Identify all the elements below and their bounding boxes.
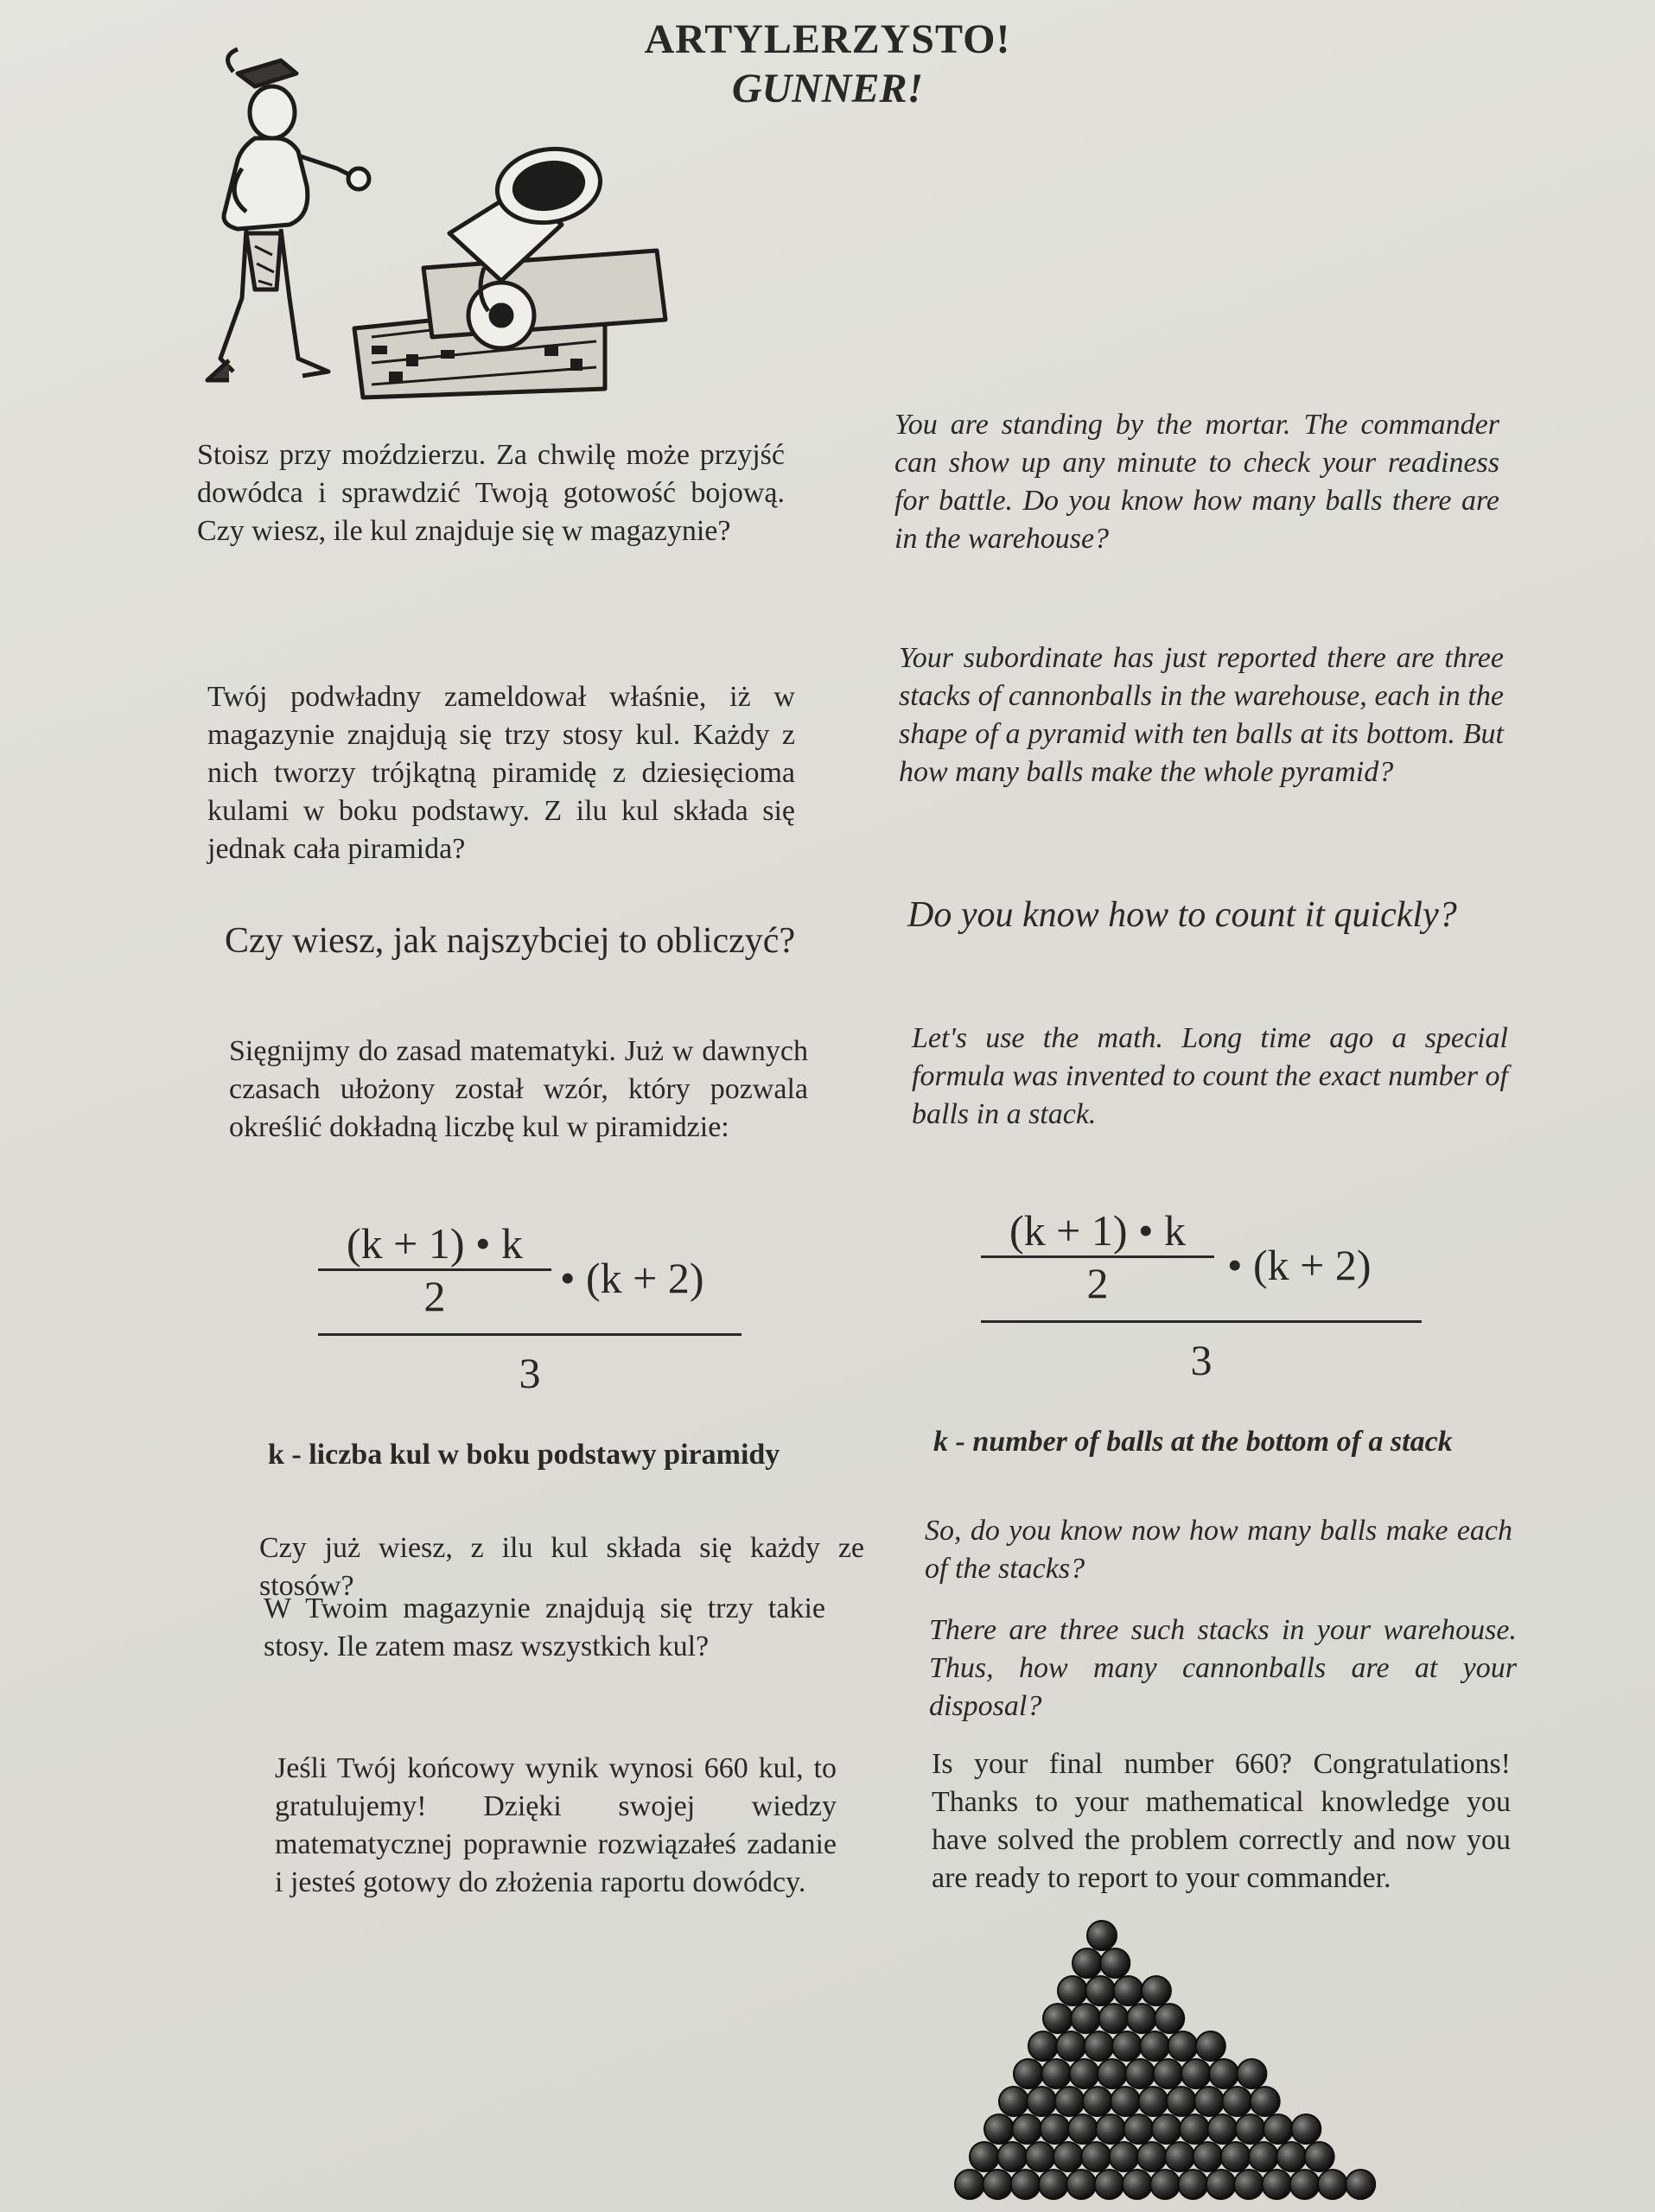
formula-outer-denominator: 3 bbox=[1190, 1336, 1213, 1384]
cannonball bbox=[1114, 1976, 1143, 2005]
formula-factor: • (k + 2) bbox=[560, 1254, 704, 1302]
cannonball bbox=[1039, 2170, 1068, 2199]
cannonball bbox=[1123, 2170, 1152, 2199]
english-paragraph-2: Your subordinate has just reported there are three stacks of cannonballs in the warehouse, each in the shape of a pyramid with ten balls at its bottom. But how many balls make the whole pyramid? bbox=[899, 642, 1504, 788]
formula-outer-denominator: 3 bbox=[519, 1349, 541, 1397]
formula-outer-line bbox=[318, 1333, 742, 1336]
cannonball bbox=[983, 2170, 1012, 2199]
english-question: Do you know how to count it quickly? bbox=[907, 895, 1457, 935]
cannonball bbox=[1068, 2114, 1098, 2144]
polish-paragraph-2: Twój podwładny zameldował właśnie, iż w magazynie znajdują się trzy stosy kul. Każdy z nich tworzy trójkątną piramidę z dziesięcioma kulami w boku podstawy. Z ilu kul składa się jednak cała piramida? bbox=[207, 681, 795, 865]
cannonball bbox=[1071, 2004, 1100, 2033]
cannonball bbox=[1196, 2031, 1225, 2061]
cannonball bbox=[1181, 2059, 1211, 2088]
cannonball bbox=[1264, 2114, 1293, 2144]
cannonball bbox=[1236, 2114, 1265, 2144]
cannonball bbox=[1276, 2142, 1306, 2171]
cannonball bbox=[1041, 2059, 1071, 2088]
english-paragraph-6: Is your final number 660? Congratulations! Thanks to your mathematical knowledge you have solved the problem correctly and now you are ready to report to your commander. bbox=[932, 1748, 1511, 1894]
english-paragraph-4: So, do you know now how many balls make each of the stacks? bbox=[925, 1515, 1512, 1585]
formula-inner-denominator: 2 bbox=[1086, 1259, 1109, 1307]
cannonball bbox=[1066, 2170, 1096, 2199]
cannonball bbox=[1012, 2114, 1041, 2144]
cannonball bbox=[1056, 2031, 1085, 2061]
cannonball bbox=[1026, 2142, 1055, 2171]
cannonball bbox=[1011, 2170, 1041, 2199]
cannonball bbox=[1027, 2087, 1056, 2116]
cannonball bbox=[999, 2087, 1028, 2116]
cannonball bbox=[1262, 2170, 1291, 2199]
cannonball bbox=[1290, 2170, 1320, 2199]
cannonball bbox=[1139, 2087, 1168, 2116]
cannonball bbox=[1234, 2170, 1264, 2199]
cannonball bbox=[1112, 2031, 1142, 2061]
cannonball-pyramid-illustration bbox=[916, 1918, 1435, 2212]
cannonball bbox=[1249, 2142, 1278, 2171]
formula-outer-line bbox=[981, 1320, 1422, 1323]
cannonball bbox=[1055, 2087, 1085, 2116]
cannonball bbox=[1100, 1948, 1130, 1978]
cannonball bbox=[1137, 2142, 1167, 2171]
cannonball bbox=[1251, 2087, 1280, 2116]
cannonball bbox=[1083, 2087, 1112, 2116]
english-paragraph-1: You are standing by the mortar. The commander can show up any minute to check your readiness for battle. Do you know how many balls there are in the warehouse? bbox=[894, 409, 1499, 555]
cannonball bbox=[1305, 2142, 1334, 2171]
polish-legend: k - liczba kul w boku podstawy piramidy bbox=[268, 1439, 780, 1471]
cannonball bbox=[1125, 2059, 1155, 2088]
cannonball bbox=[1152, 2114, 1181, 2144]
cannonball bbox=[1318, 2170, 1347, 2199]
cannonball bbox=[1058, 1976, 1087, 2005]
cannonball bbox=[1193, 2142, 1222, 2171]
polish-paragraph-6: Jeśli Twój końcowy wynik wynosi 660 kul, to gratulujemy! Dzięki swojej wiedzy matematycznej poprawnie rozwiązałeś zadanie i jesteś gotowy do złożenia raportu dowódcy. bbox=[275, 1752, 837, 1898]
cannonball bbox=[1346, 2170, 1375, 2199]
cannonball bbox=[1070, 2059, 1099, 2088]
cannonball bbox=[1095, 2170, 1124, 2199]
cannonball bbox=[1155, 2004, 1184, 2033]
cannonball bbox=[1178, 2170, 1207, 2199]
cannonball bbox=[1165, 2142, 1194, 2171]
cannonball bbox=[1098, 2059, 1127, 2088]
mortar-cannon-illustration bbox=[346, 138, 674, 406]
cannonball bbox=[1085, 1976, 1115, 2005]
cannonball bbox=[1081, 2142, 1111, 2171]
cannonball bbox=[1206, 2170, 1236, 2199]
english-paragraph-5: There are three such stacks in your warehouse. Thus, how many cannonballs are at your disposal? bbox=[929, 1614, 1517, 1722]
formula-factor: • (k + 2) bbox=[1227, 1241, 1372, 1289]
title-polish: ARTYLERZYSTO! bbox=[644, 16, 1011, 62]
polish-paragraph-3: Sięgnijmy do zasad matematyki. Już w dawnych czasach ułożony został wzór, który pozwala określić dokładną liczbę kul w piramidzie: bbox=[229, 1035, 808, 1143]
polish-paragraph-4: Czy już wiesz, z ilu kul składa się każdy ze stosów? bbox=[259, 1532, 864, 1602]
cannonball bbox=[1041, 2114, 1070, 2144]
cannonball bbox=[1124, 2114, 1154, 2144]
polish-question: Czy wiesz, jak najszybciej to obliczyć? bbox=[225, 921, 796, 961]
formula-inner-denominator: 2 bbox=[423, 1272, 446, 1320]
cannonball bbox=[984, 2114, 1014, 2144]
cannonball bbox=[1099, 2004, 1129, 2033]
cannonball bbox=[1073, 1948, 1102, 1978]
cannonball bbox=[955, 2170, 984, 2199]
english-legend: k - number of balls at the bottom of a stack bbox=[933, 1426, 1453, 1458]
title-english: GUNNER! bbox=[731, 66, 924, 111]
cannonball bbox=[1142, 1976, 1171, 2005]
cannonball bbox=[1167, 2087, 1196, 2116]
cannonball bbox=[1087, 1921, 1117, 1950]
cannonball bbox=[1209, 2059, 1238, 2088]
cannonball bbox=[1168, 2031, 1198, 2061]
cannonball bbox=[1110, 2142, 1139, 2171]
cannonball bbox=[1207, 2114, 1237, 2144]
cannonball bbox=[1085, 2031, 1114, 2061]
cannonball bbox=[970, 2142, 999, 2171]
cannonball bbox=[1028, 2031, 1058, 2061]
cannonball bbox=[1043, 2004, 1073, 2033]
cannonball bbox=[997, 2142, 1027, 2171]
polish-paragraph-5: W Twoim magazynie znajdują się trzy takie stosy. Ile zatem masz wszystkich kul? bbox=[264, 1592, 825, 1662]
cannonball bbox=[1291, 2114, 1321, 2144]
cannonball bbox=[1053, 2142, 1083, 2171]
cannonball bbox=[1096, 2114, 1125, 2144]
cannonball bbox=[1221, 2142, 1251, 2171]
formula-inner-numerator: (k + 1) • k bbox=[1009, 1206, 1186, 1255]
cannonball bbox=[1222, 2087, 1251, 2116]
cannonball bbox=[1150, 2170, 1180, 2199]
cannonball bbox=[1014, 2059, 1043, 2088]
cannonball bbox=[1237, 2059, 1266, 2088]
cannonball bbox=[1127, 2004, 1156, 2033]
cannonball bbox=[1140, 2031, 1169, 2061]
formula-inner-numerator: (k + 1) • k bbox=[346, 1219, 523, 1268]
cannonball bbox=[1154, 2059, 1183, 2088]
cannonball bbox=[1111, 2087, 1140, 2116]
english-paragraph-3: Let's use the math. Long time ago a special formula was invented to count the exact number of balls in a stack. bbox=[912, 1022, 1508, 1130]
polish-paragraph-1: Stoisz przy moździerzu. Za chwilę może przyjść dowódca i sprawdzić Twoją gotowość bojową. Czy wiesz, ile kul znajduje się w magazynie? bbox=[197, 439, 785, 547]
cannonball bbox=[1194, 2087, 1224, 2116]
cannonball bbox=[1180, 2114, 1209, 2144]
